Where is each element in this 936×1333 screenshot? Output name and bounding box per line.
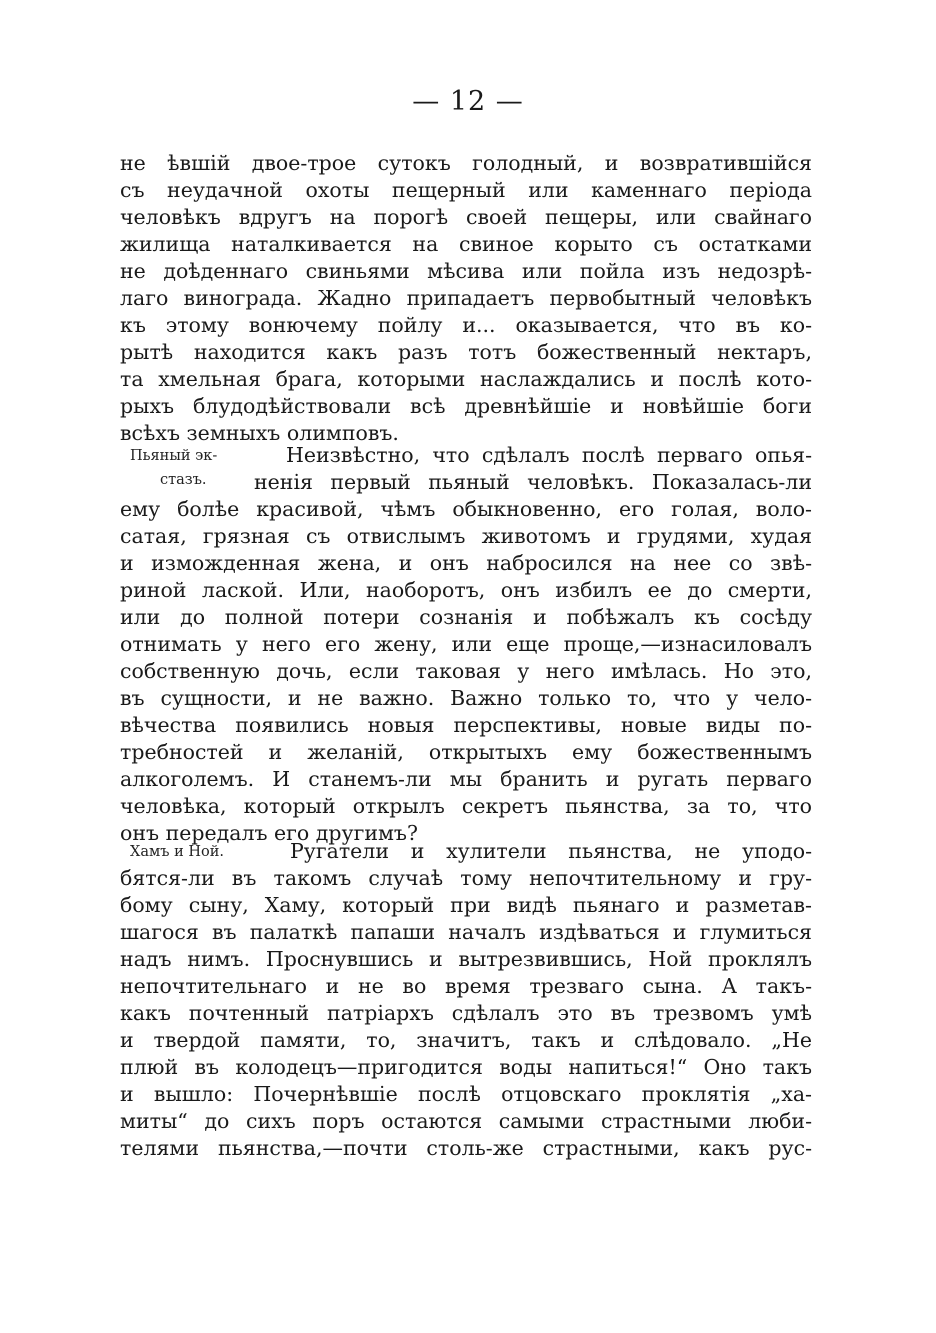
text-line: человѣкъ вдругъ на порогѣ своей пещеры, или свайнаго — [120, 205, 812, 229]
text-line: не доѣденнаго свиньями мѣсива или пойла изъ недозрѣ- — [120, 259, 812, 283]
text-line: Ругатели и хулители пьянства, не уподо- — [290, 839, 812, 863]
text-line: шагося въ палаткѣ папаши началъ издѣваться и глумиться — [120, 920, 812, 944]
text-line: всѣхъ земныхъ олимповъ. — [120, 421, 399, 445]
text-line: и твердой памяти, то, значитъ, такъ и слѣдовало. „Не — [120, 1028, 812, 1052]
text-line: и изможденная жена, и онъ набросился на нее со звѣ- — [120, 551, 812, 575]
page-number: — 12 — — [412, 86, 524, 117]
text-line: плюй въ колодецъ—пригодится воды напиться!“ Оно такъ — [120, 1055, 812, 1079]
text-line: бятся-ли въ такомъ случаѣ тому непочтительному и гру- — [120, 866, 812, 890]
text-line: съ неудачной охоты пещерный или каменнаго періода — [120, 178, 812, 202]
margin-note-ham-and-noah: Хамъ и Ной. — [130, 844, 225, 860]
margin-note-drunk-ecstasy-cont: стазъ. — [160, 472, 207, 488]
text-line: какъ почтенный патріархъ сдѣлалъ это въ трезвомъ умѣ — [120, 1001, 812, 1025]
text-line: въ сущности, и не важно. Важно только то, что у чело- — [120, 686, 812, 710]
text-line: та хмельная брага, которыми наслаждались и послѣ кото- — [120, 367, 812, 391]
text-line: риной лаской. Или, наоборотъ, онъ избилъ ее до смерти, — [120, 578, 812, 602]
text-line: вѣчества появились новыя перспективы, новые виды по- — [120, 713, 812, 737]
margin-note-drunk-ecstasy: Пьяный эк- — [130, 448, 218, 464]
text-line: непочтительнаго и не во время трезваго сына. А такъ- — [120, 974, 812, 998]
text-line: Неизвѣстно, что сдѣлалъ послѣ перваго опья- — [286, 443, 812, 467]
text-line: жилища наталкивается на свиное корыто съ остатками — [120, 232, 812, 256]
text-line: надъ нимъ. Проснувшись и вытрезвившись, Ной проклялъ — [120, 947, 812, 971]
text-line: миты“ до сихъ поръ остаются самыми страстными люби- — [120, 1109, 812, 1133]
text-line: и вышло: Почернѣвшіе послѣ отцовскаго проклятія „ха- — [120, 1082, 812, 1106]
text-line: бому сыну, Хаму, который при видѣ пьянаго и разметав- — [120, 893, 812, 917]
text-line: ему болѣе красивой, чѣмъ обыкновенно, его голая, воло- — [120, 497, 812, 521]
text-line: или до полной потери сознанія и побѣжалъ къ сосѣду — [120, 605, 812, 629]
text-line: рытѣ находится какъ разъ тотъ божественный нектаръ, — [120, 340, 812, 364]
text-line: требностей и желаній, открытыхъ ему божественнымъ — [120, 740, 812, 764]
text-line: человѣка, который открылъ секретъ пьянства, за то, что — [120, 794, 812, 818]
text-line: ненія первый пьяный человѣкъ. Показалась-ли — [254, 470, 812, 494]
text-line: алкоголемъ. И станемъ-ли мы бранить и ругать перваго — [120, 767, 812, 791]
text-line: телями пьянства,—почти столь-же страстными, какъ рус- — [120, 1136, 812, 1160]
text-line: сатая, грязная съ отвислымъ животомъ и грудями, худая — [120, 524, 812, 548]
text-line: онъ передалъ его другимъ? — [120, 821, 418, 845]
text-line: къ этому вонючему пойлу и... оказывается, что въ ко- — [120, 313, 812, 337]
text-line: лаго винограда. Жадно припадаетъ первобытный человѣкъ — [120, 286, 812, 310]
text-line: собственную дочь, если таковая у него имѣлась. Но это, — [120, 659, 812, 683]
text-line: рыхъ блудодѣйствовали всѣ древнѣйшіе и новѣйшіе боги — [120, 394, 812, 418]
text-line: не ѣвшій двое-трое сутокъ голодный, и возвратившійся — [120, 151, 812, 175]
text-line: отнимать у него его жену, или еще проще,—изнасиловалъ — [120, 632, 812, 656]
